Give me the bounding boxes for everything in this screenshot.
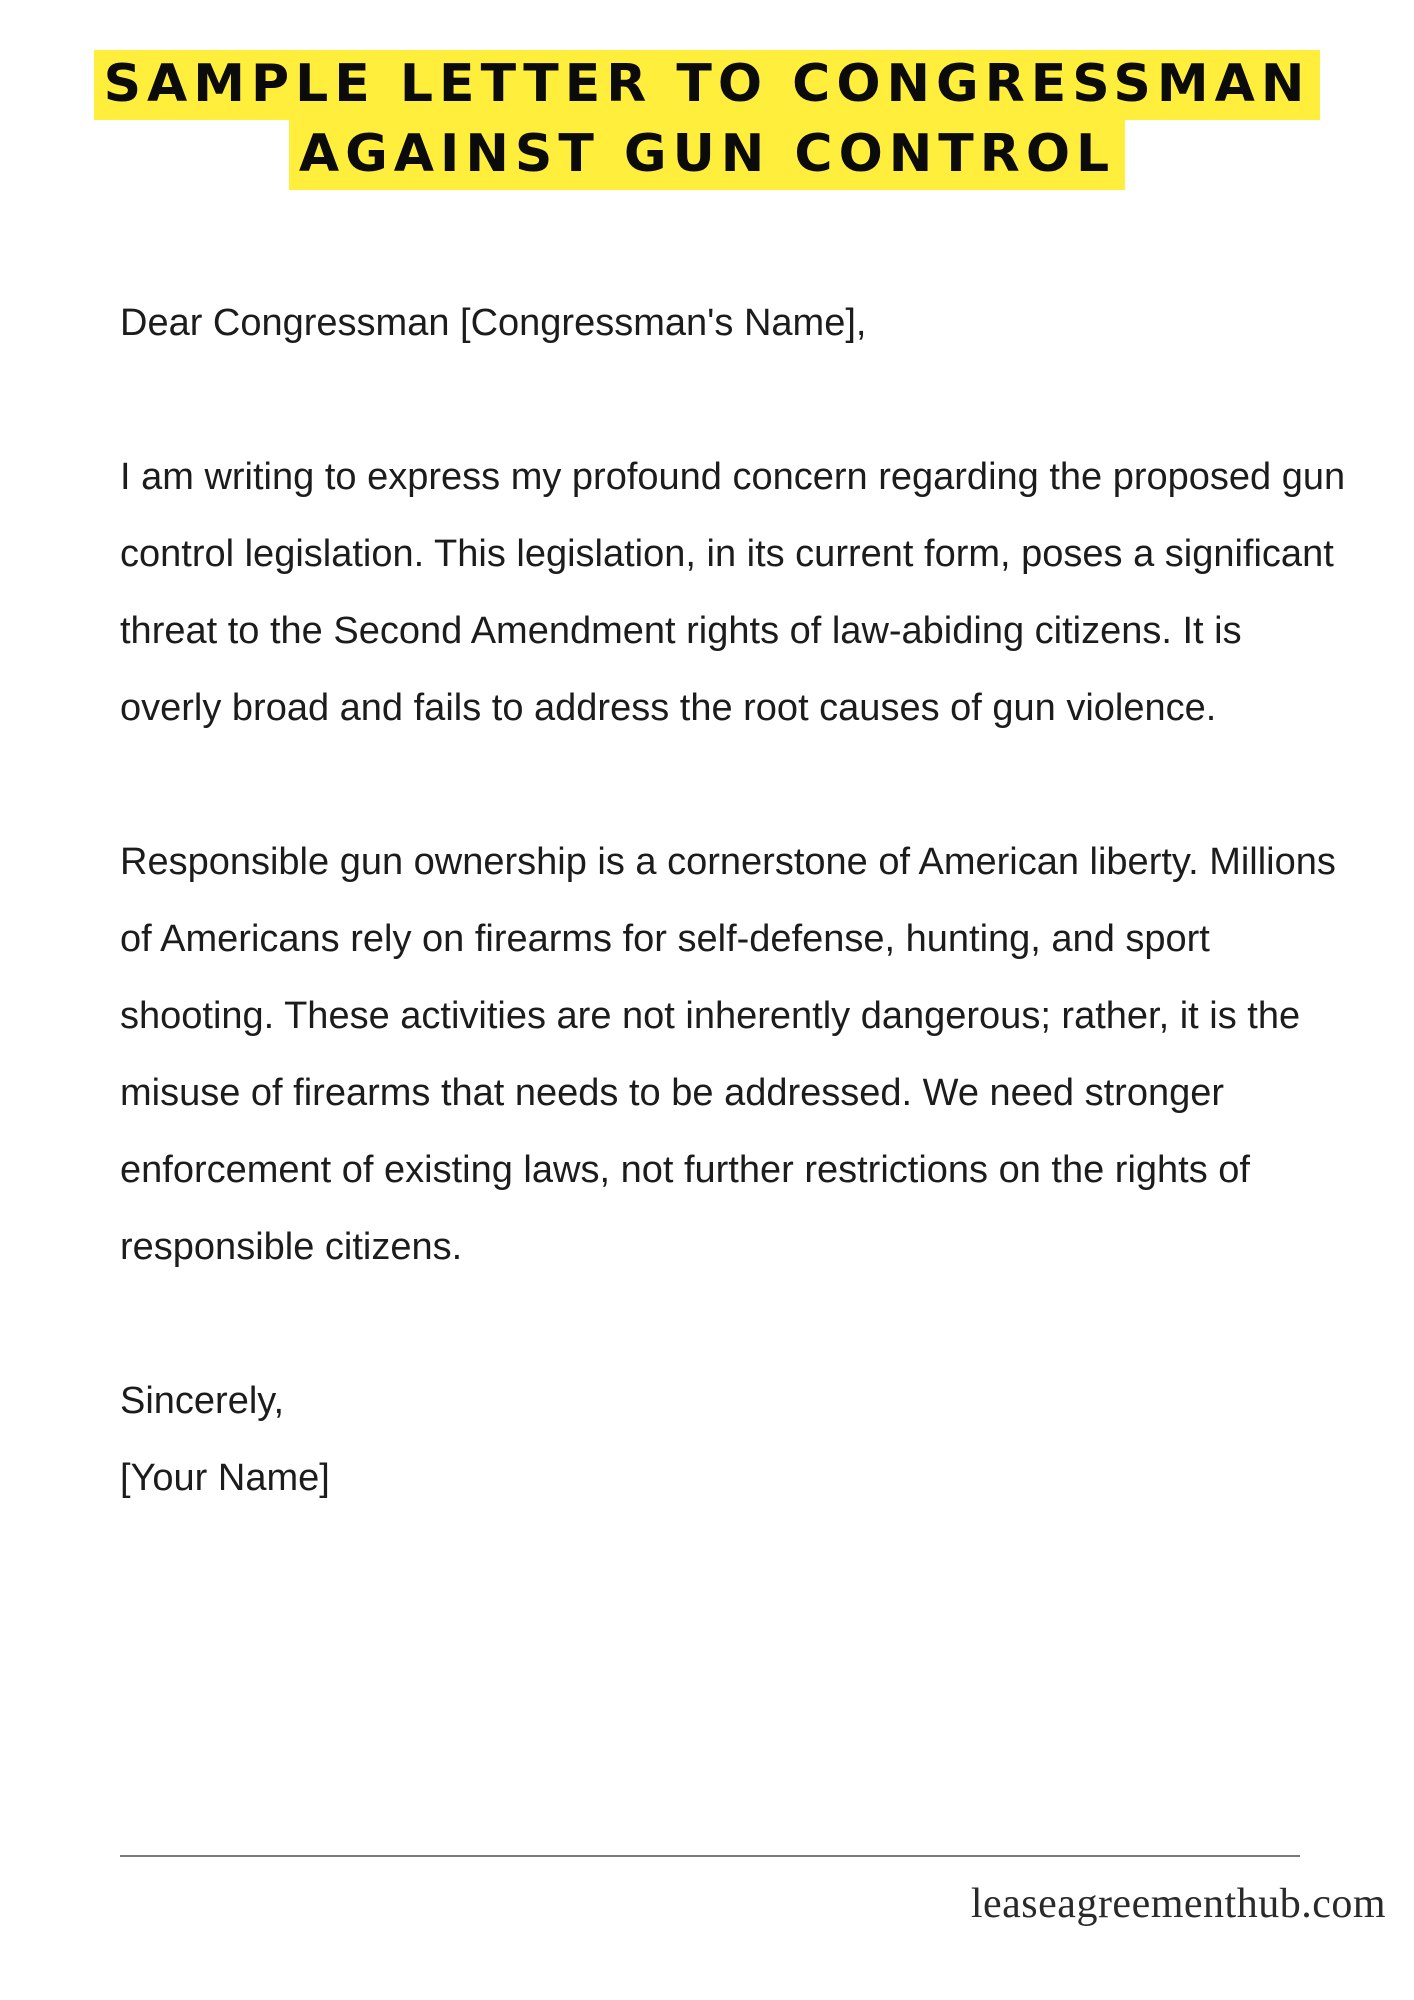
letter-signature: [Your Name] [120,1457,330,1499]
letter-greeting: Dear Congressman [Congressman's Name], [120,302,867,344]
letter-body [120,285,1350,1517]
footer-divider [120,1855,1300,1857]
letter-paragraph-2: Responsible gun ownership is a cornerstone of American liberty. Millions of Americans rely on firearms for self-defense, hunting, and sport shooting. These activities are not inherently dangerous; rather, it is the misuse of firearms that needs to be addressed. We need stronger enforcement of existing laws, not further restrictions on the rights of responsible citizens. [120,841,1336,1268]
title-line-2: AGAINST GUN CONTROL [289,120,1125,190]
letter-paragraph-1: I am writing to express my profound concern regarding the proposed gun control legislation. This legislation, in its current form, poses a significant threat to the Second Amendment rights of law-abiding citizens. It is overly broad and fails to address the root causes of gun violence. [120,456,1346,729]
document-title [0,50,1414,190]
letter-closing: Sincerely, [120,1380,285,1422]
title-line-1: SAMPLE LETTER TO CONGRESSMAN [94,50,1321,120]
footer-site-name: leaseagreementhub.com [970,1881,1386,1927]
